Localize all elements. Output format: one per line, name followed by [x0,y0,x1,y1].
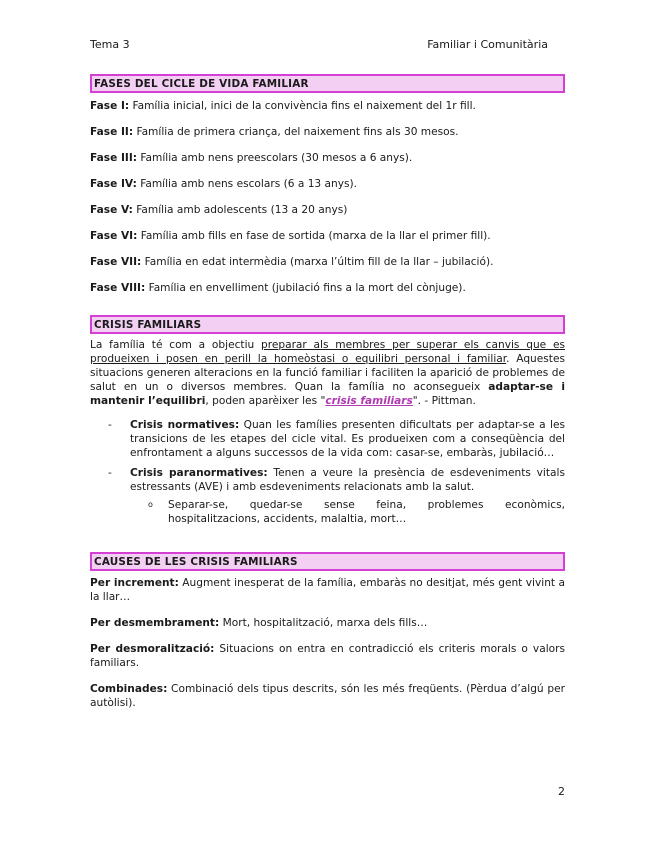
cause-text: Combinació dels tipus descrits, són les més freqüents. (Pèrdua d’algú per autòlisi). [90,683,565,709]
cause-label: Per desmembrament: [90,617,220,629]
phase-item [90,177,565,203]
phase-text: Família inicial, inici de la convivència fins el naixement del 1r fill. [129,100,476,112]
section-heading-crisis: CRISIS FAMILIARS [90,315,565,334]
header-topic: Tema 3 [90,38,130,51]
phase-text: Família en envelliment (jubilació fins a la mort del cònjuge). [145,282,466,294]
dash-marker: - [108,467,112,479]
phase-item [90,255,565,281]
phase-text: Família en edat intermèdia (marxa l’últim fill de la llar – jubilació). [141,256,494,268]
phase-label: Fase I: [90,100,130,112]
cause-label: Combinades: [90,683,168,695]
phase-text: Família amb nens escolars (6 a 13 anys). [136,178,358,190]
header-subject: Familiar i Comunitària [427,38,548,51]
intro-text: . Aquestes situacions generen alteracions en la funció familiar i faciliten la aparició de problemes de salut en un o diversos membres. Quan la família no aconsegueix [90,353,565,393]
phase-item [90,281,565,307]
phase-text: Família de primera criança, del naixement fins als 30 mesos. [133,126,459,138]
intro-bold: adaptar-se i mantenir l’equilibri [90,381,565,407]
cause-item [90,576,565,604]
phase-label: Fase V: [90,204,133,216]
cause-label: Per desmoralització: [90,643,215,655]
phase-item [90,125,565,151]
phase-label: Fase III: [90,152,138,164]
cause-text: Mort, hospitalització, marxa dels fills… [219,617,428,629]
phase-label: Fase VIII: [90,282,146,294]
phase-label: Fase IV: [90,178,137,190]
crisis-intro [90,338,565,408]
crisis-type-label: Crisis normatives: [130,419,240,431]
cause-item [90,616,565,630]
cause-text: Situacions on entra en contradicció els criteris morals o valors familiars. [90,643,565,669]
crisis-subitem-text: Separar-se, quedar-se sense feina, problemes econòmics, hospitalitzacions, accidents, malaltia, mort… [168,499,565,525]
phase-item [90,229,565,255]
crisis-type-item [90,466,565,494]
crisis-type-label: Crisis paranormatives: [130,467,268,479]
page-number: 2 [558,785,565,798]
intro-text: La família té com a objectiu [90,339,261,351]
phase-text: Família amb adolescents (13 a 20 anys) [132,204,348,216]
intro-text: ". - Pittman. [412,395,476,407]
phase-text: Família amb nens preescolars (30 mesos a 6 anys). [137,152,413,164]
bullet-marker: o [148,500,153,509]
phase-label: Fase II: [90,126,134,138]
cause-label: Per increment: [90,577,179,589]
phase-list [90,99,565,307]
phase-item [90,203,565,229]
cause-item [90,682,565,710]
section-heading-phases: FASES DEL CICLE DE VIDA FAMILIAR [90,74,565,93]
cause-text: Augment inesperat de la família, embaràs no desitjat, més gent vivint a la llar… [90,577,565,603]
dash-marker: - [108,419,112,431]
intro-text: , poden aparèixer les " [205,395,326,407]
crisis-type-item [90,418,565,460]
page-content [90,74,565,710]
crisis-type-text: Tenen a veure la presència de esdeveniments vitals estressants (AVE) i amb esdeveniments relacionats amb la salut. [130,467,565,493]
cause-item [90,642,565,670]
crisis-type-text: Quan les famílies presenten dificultats per adaptar-se a les transicions de les etapes del cicle vital. Es produeixen com a conseqüència del enfrontament a alguns successos de la vida com: casar-se, embaràs, jubilació… [130,419,566,459]
phase-label: Fase VI: [90,230,138,242]
section-heading-causes: CAUSES DE LES CRISIS FAMILIARS [90,552,565,571]
intro-emphasis: crisis familiars [325,395,413,407]
intro-underlined: preparar als membres per superar els canvis que es produeixen i posen en perill la homeòstasi o equilibri personal i familiar [90,339,565,365]
phase-label: Fase VII: [90,256,142,268]
phase-item [90,151,565,177]
phase-text: Família amb fills en fase de sortida (marxa de la llar el primer fill). [137,230,491,242]
phase-item [90,99,565,125]
crisis-subitem [90,498,565,526]
